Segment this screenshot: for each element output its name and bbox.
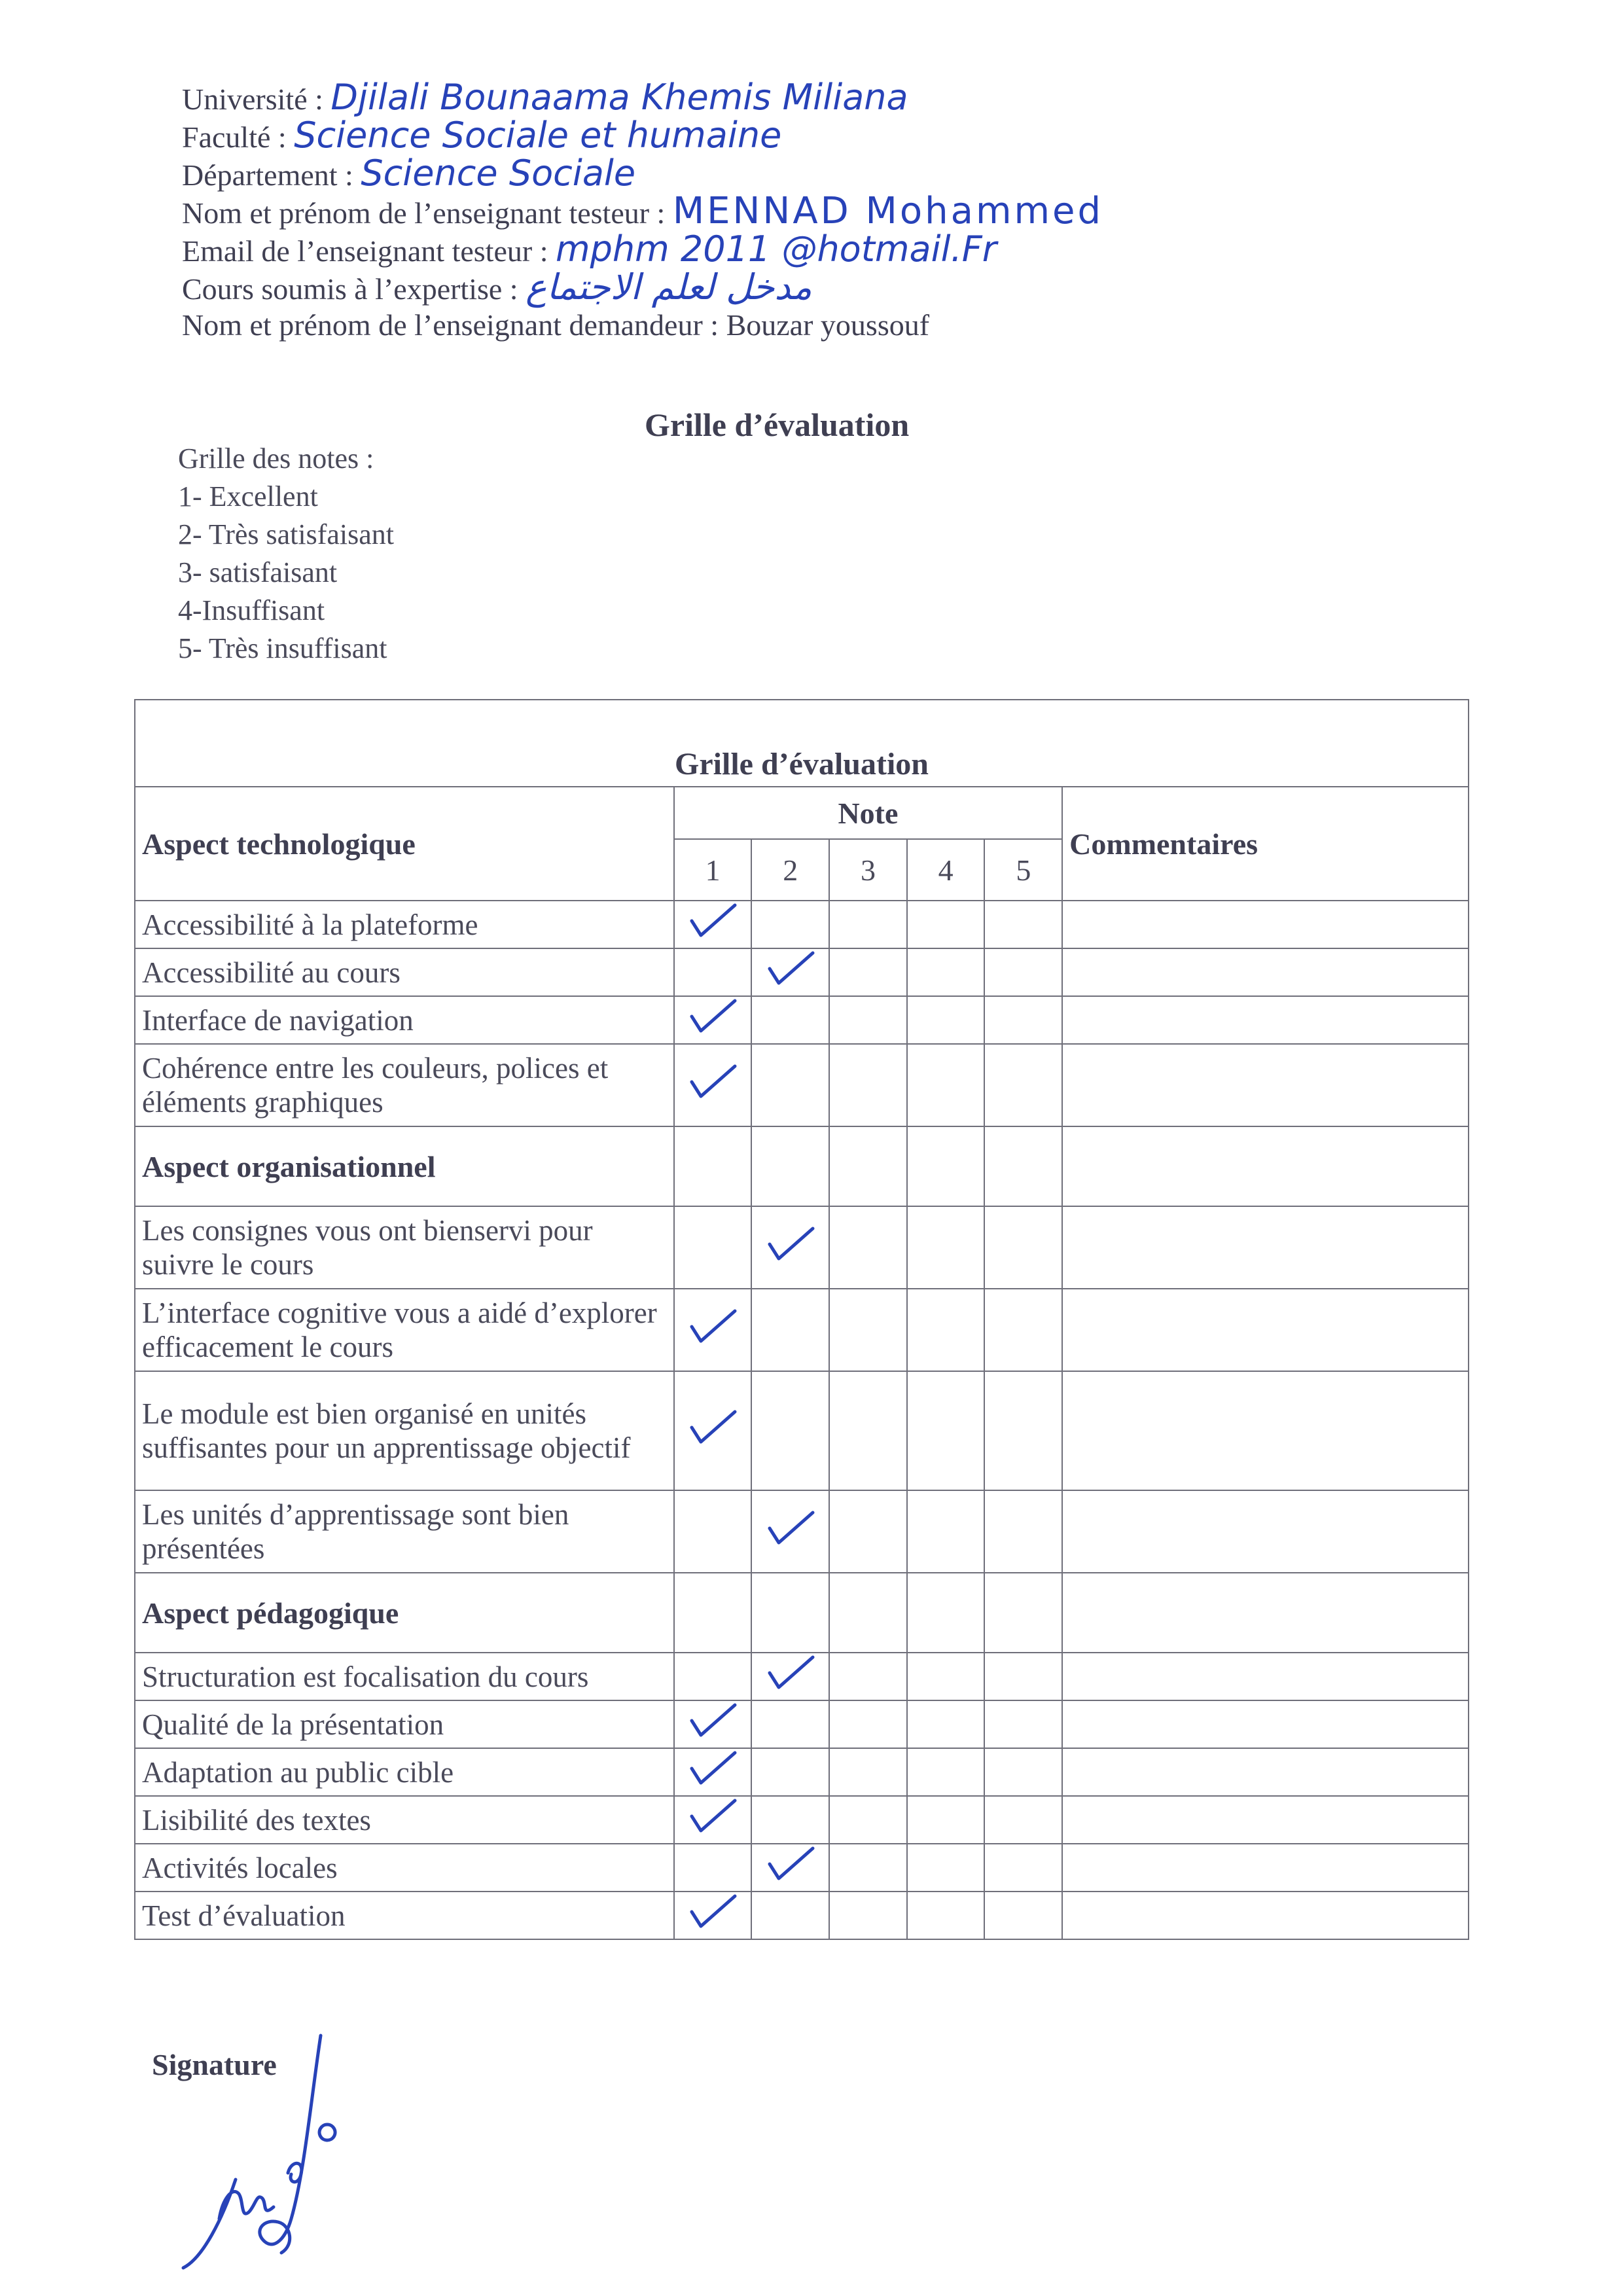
comment-cell[interactable] [1062, 948, 1469, 996]
score-cell-5[interactable] [984, 901, 1062, 948]
aspect-organisationnel-header [135, 1126, 1469, 1206]
criterion-label: L’interface cognitive vous a aidé d’explorer efficacement le cours [135, 1289, 674, 1371]
score-cell-4[interactable] [907, 1748, 985, 1796]
signature-drawing [157, 2022, 366, 2271]
departement-value: Science Sociale [361, 152, 636, 194]
score-cell-1[interactable] [674, 1044, 752, 1126]
legend-item: 1- Excellent [178, 480, 318, 512]
comment-cell[interactable] [1062, 1892, 1469, 1939]
page-title: Grille d’évaluation [645, 406, 910, 443]
legend-item: 4-Insuffisant [178, 594, 325, 626]
enseignant-demandeur-label: Nom et prénom de l’enseignant demandeur : [182, 308, 719, 342]
score-cell-1[interactable] [674, 901, 752, 948]
score-cell-2[interactable] [751, 1748, 829, 1796]
score-cell-4[interactable] [907, 948, 985, 996]
score-cell-5[interactable] [984, 1653, 1062, 1700]
universite-row [182, 79, 1425, 117]
comment-cell[interactable] [1062, 901, 1469, 948]
signature-label: Signature [152, 2048, 277, 2081]
score-cell-1[interactable] [674, 1700, 752, 1748]
criterion-row [135, 1892, 1469, 1939]
score-cell-1[interactable] [674, 1748, 752, 1796]
score-cell-2[interactable] [751, 1844, 829, 1892]
criterion-label: Activités locales [135, 1844, 674, 1892]
criterion-label: Adaptation au public cible [135, 1748, 674, 1796]
checkmark-icon [687, 1307, 739, 1346]
enseignant-demandeur-row [182, 306, 1425, 344]
score-cell-2[interactable] [751, 996, 829, 1044]
empty-cell [1062, 1126, 1469, 1206]
score-cell-1[interactable] [674, 1371, 752, 1490]
cours-value: مدخل لعلم الاجتماع [526, 266, 812, 308]
checkmark-icon [687, 1797, 739, 1836]
aspect-pedagogique-header [135, 1573, 1469, 1653]
criterion-label: Le module est bien organisé en unités suffisantes pour un apprentissage objectif [135, 1371, 674, 1490]
score-cell-2[interactable] [751, 1206, 829, 1289]
checkmark-icon [687, 1701, 739, 1740]
score-cell-2[interactable] [751, 1371, 829, 1490]
comment-cell[interactable] [1062, 1700, 1469, 1748]
score-cell-3[interactable] [829, 1844, 907, 1892]
criterion-label: Les unités d’apprentissage sont bien présentées [135, 1490, 674, 1573]
table-caption: Grille d’évaluation [135, 700, 1469, 787]
empty-cell [907, 1573, 985, 1653]
score-cell-2[interactable] [751, 948, 829, 996]
score-cell-2[interactable] [751, 1044, 829, 1126]
criterion-row [135, 1700, 1469, 1748]
empty-cell [907, 1126, 985, 1206]
criterion-row [135, 1653, 1469, 1700]
score-cell-3[interactable] [829, 1490, 907, 1573]
cours-label: Cours soumis à l’expertise : [182, 272, 518, 306]
checkmark-icon [687, 997, 739, 1036]
comments-header: Commentaires [1062, 787, 1469, 901]
legend-item: 2- Très satisfaisant [178, 518, 394, 550]
score-cell-1[interactable] [674, 996, 752, 1044]
score-cell-1[interactable] [674, 1653, 752, 1700]
score-cell-1[interactable] [674, 1490, 752, 1573]
aspect-technologique-header: Aspect technologique [135, 787, 674, 901]
score-cell-2[interactable] [751, 901, 829, 948]
evaluation-table [134, 699, 1469, 1940]
comment-cell[interactable] [1062, 1748, 1469, 1796]
score-cell-2[interactable] [751, 1490, 829, 1573]
score-cell-3[interactable] [829, 1892, 907, 1939]
comment-cell[interactable] [1062, 1844, 1469, 1892]
score-cell-5[interactable] [984, 1748, 1062, 1796]
score-column-header: 5 [984, 839, 1062, 901]
checkmark-icon [764, 1509, 817, 1548]
header-block [182, 79, 1425, 344]
checkmark-icon [687, 1062, 739, 1102]
universite-value: Djilali Bounaama Khemis Miliana [330, 77, 908, 118]
criterion-label: Lisibilité des textes [135, 1796, 674, 1844]
enseignant-demandeur-value: Bouzar youssouf [726, 308, 930, 342]
comment-cell[interactable] [1062, 1371, 1469, 1490]
checkmark-icon [687, 901, 739, 941]
checkmark-icon [687, 1892, 739, 1931]
score-cell-4[interactable] [907, 1371, 985, 1490]
criterion-row [135, 1206, 1469, 1289]
empty-cell [1062, 1573, 1469, 1653]
empty-cell [984, 1126, 1062, 1206]
faculte-row [182, 117, 1425, 154]
criterion-row [135, 948, 1469, 996]
faculte-value: Science Sociale et humaine [294, 115, 782, 156]
score-cell-1[interactable] [674, 1844, 752, 1892]
score-cell-3[interactable] [829, 1653, 907, 1700]
score-cell-1[interactable] [674, 1206, 752, 1289]
score-cell-2[interactable] [751, 1892, 829, 1939]
score-column-header: 3 [829, 839, 907, 901]
score-cell-2[interactable] [751, 1653, 829, 1700]
score-cell-3[interactable] [829, 948, 907, 996]
comment-cell[interactable] [1062, 1289, 1469, 1371]
comment-cell[interactable] [1062, 1653, 1469, 1700]
legend-item: 5- Très insuffisant [178, 632, 387, 664]
enseignant-testeur-value: MENNAD Mohammed [672, 190, 1104, 232]
legend-title: Grille des notes : [178, 442, 374, 475]
score-cell-3[interactable] [829, 1796, 907, 1844]
criterion-label: Interface de navigation [135, 996, 674, 1044]
criterion-row [135, 1844, 1469, 1892]
score-column-header: 1 [674, 839, 752, 901]
score-cell-4[interactable] [907, 1844, 985, 1892]
score-cell-5[interactable] [984, 1490, 1062, 1573]
score-cell-5[interactable] [984, 1892, 1062, 1939]
checkmark-icon [764, 1653, 817, 1693]
criterion-row [135, 1796, 1469, 1844]
criterion-row [135, 1289, 1469, 1371]
criterion-label: Test d’évaluation [135, 1892, 674, 1939]
score-cell-2[interactable] [751, 1700, 829, 1748]
score-cell-5[interactable] [984, 1289, 1062, 1371]
score-cell-4[interactable] [907, 901, 985, 948]
universite-label: Université : [182, 82, 323, 116]
comment-cell[interactable] [1062, 1206, 1469, 1289]
comment-cell[interactable] [1062, 1796, 1469, 1844]
criterion-row [135, 1490, 1469, 1573]
cours-row [182, 268, 1425, 306]
legend-item: 3- satisfaisant [178, 556, 338, 588]
score-cell-5[interactable] [984, 948, 1062, 996]
score-cell-3[interactable] [829, 1289, 907, 1371]
comment-cell[interactable] [1062, 996, 1469, 1044]
score-cell-5[interactable] [984, 1044, 1062, 1126]
enseignant-testeur-row [182, 192, 1425, 230]
criterion-label: Accessibilité à la plateforme [135, 901, 674, 948]
score-cell-4[interactable] [907, 1892, 985, 1939]
aspect-organisationnel-header-label: Aspect organisationnel [135, 1126, 674, 1206]
criterion-label: Accessibilité au cours [135, 948, 674, 996]
score-cell-4[interactable] [907, 1206, 985, 1289]
score-cell-2[interactable] [751, 1289, 829, 1371]
score-cell-4[interactable] [907, 1700, 985, 1748]
score-cell-4[interactable] [907, 996, 985, 1044]
criterion-row [135, 901, 1469, 948]
score-column-header: 2 [751, 839, 829, 901]
criterion-row [135, 1371, 1469, 1490]
score-cell-1[interactable] [674, 1892, 752, 1939]
score-cell-5[interactable] [984, 1371, 1062, 1490]
score-cell-4[interactable] [907, 1796, 985, 1844]
score-cell-5[interactable] [984, 1796, 1062, 1844]
email-label: Email de l’enseignant testeur : [182, 234, 548, 268]
email-value: mphm 2011 @hotmail.Fr [555, 228, 997, 270]
checkmark-icon [764, 1225, 817, 1264]
criterion-row [135, 1044, 1469, 1126]
enseignant-testeur-label: Nom et prénom de l’enseignant testeur : [182, 196, 666, 230]
criterion-label: Les consignes vous ont bienservi pour suivre le cours [135, 1206, 674, 1289]
empty-cell [829, 1573, 907, 1653]
score-cell-1[interactable] [674, 1289, 752, 1371]
empty-cell [751, 1126, 829, 1206]
score-cell-5[interactable] [984, 1206, 1062, 1289]
faculte-label: Faculté : [182, 120, 287, 154]
score-cell-1[interactable] [674, 948, 752, 996]
score-cell-3[interactable] [829, 1748, 907, 1796]
empty-cell [751, 1573, 829, 1653]
score-cell-3[interactable] [829, 1044, 907, 1126]
departement-label: Département : [182, 158, 353, 192]
checkmark-icon [764, 1844, 817, 1884]
comment-cell[interactable] [1062, 1490, 1469, 1573]
empty-cell [674, 1126, 752, 1206]
score-column-header: 4 [907, 839, 985, 901]
score-cell-4[interactable] [907, 1490, 985, 1573]
checkmark-icon [764, 949, 817, 988]
note-header: Note [674, 787, 1062, 839]
score-cell-3[interactable] [829, 1371, 907, 1490]
comment-cell[interactable] [1062, 1044, 1469, 1126]
empty-cell [984, 1573, 1062, 1653]
score-cell-4[interactable] [907, 1289, 985, 1371]
empty-cell [829, 1126, 907, 1206]
criterion-label: Cohérence entre les couleurs, polices et éléments graphiques [135, 1044, 674, 1126]
score-cell-4[interactable] [907, 1044, 985, 1126]
criterion-row [135, 996, 1469, 1044]
score-cell-3[interactable] [829, 1700, 907, 1748]
empty-cell [674, 1573, 752, 1653]
departement-row [182, 154, 1425, 192]
aspect-pedagogique-header-label: Aspect pédagogique [135, 1573, 674, 1653]
criterion-row [135, 1748, 1469, 1796]
checkmark-icon [687, 1749, 739, 1788]
score-cell-3[interactable] [829, 1206, 907, 1289]
email-row [182, 230, 1425, 268]
checkmark-icon [687, 1408, 739, 1447]
score-cell-3[interactable] [829, 996, 907, 1044]
criterion-label: Qualité de la présentation [135, 1700, 674, 1748]
score-cell-4[interactable] [907, 1653, 985, 1700]
score-cell-2[interactable] [751, 1796, 829, 1844]
criterion-label: Structuration est focalisation du cours [135, 1653, 674, 1700]
score-legend [178, 440, 394, 668]
score-cell-3[interactable] [829, 901, 907, 948]
score-cell-5[interactable] [984, 1700, 1062, 1748]
score-cell-5[interactable] [984, 1844, 1062, 1892]
score-cell-1[interactable] [674, 1796, 752, 1844]
score-cell-5[interactable] [984, 996, 1062, 1044]
